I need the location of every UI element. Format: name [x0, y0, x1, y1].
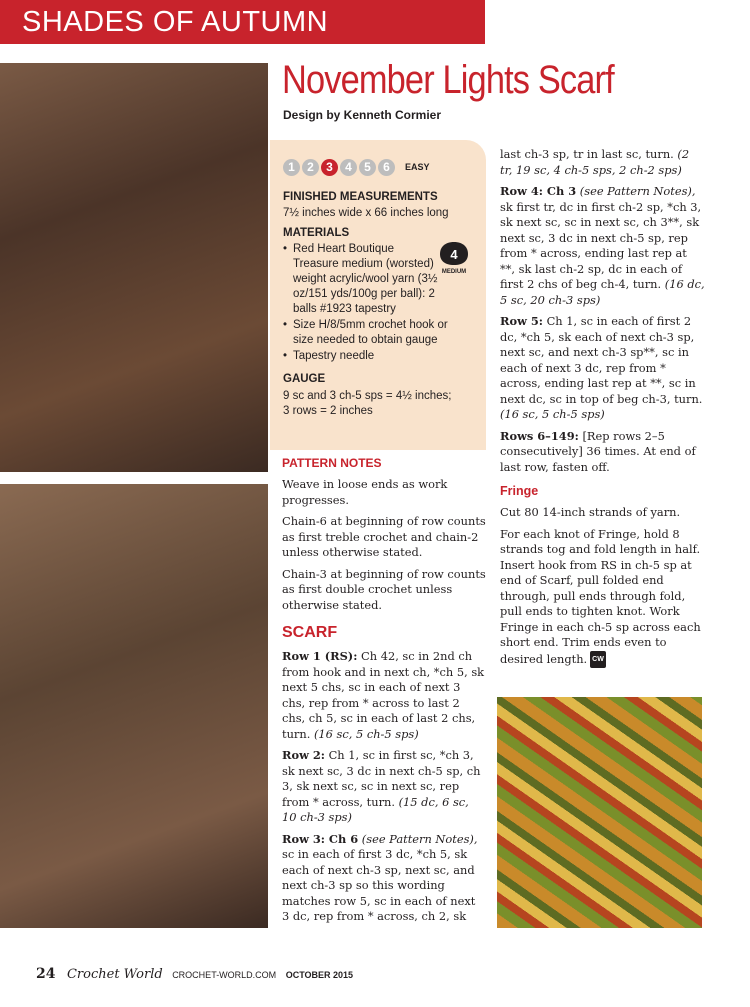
skill-level-4: 4 [340, 159, 357, 176]
finished-measurements-text: 7½ inches wide x 66 inches long [283, 207, 449, 219]
fringe-paragraph: For each knot of Fringe, hold 8 strands tog and fold length in half. Insert hook from RS in ch-5 sp at end of Scarf, pull folded end through, pull ends through fold, pull ends to tighten knot. Work Fringe in each ch-5 sp across each short end. Trim ends even to desired length. CW [500, 527, 705, 669]
left-text-column [282, 456, 486, 925]
pattern-title: November Lights Scarf [282, 58, 614, 102]
section-title: SHADES OF AUTUMN [22, 6, 329, 38]
page-footer [36, 966, 353, 982]
scarf-model-photo-bottom [0, 484, 268, 928]
gauge-line-1: 9 sc and 3 ch-5 sps = 4½ inches; [283, 390, 452, 402]
magazine-name: Crochet World [66, 967, 163, 982]
magazine-url: CROCHET-WORLD.COM [172, 970, 277, 980]
finished-measurements-heading: FINISHED MEASUREMENTS [283, 191, 438, 203]
end-mark-icon: CW [590, 651, 606, 669]
right-text-column [500, 147, 705, 668]
instruction-row-1: Row 1 (RS): Ch 42, sc in 2nd ch from hook and in next ch, *ch 5, sk next 5 chs, sc in each of next 3 chs, rep from * across to last 2 chs, ch 5, sc in each of last 2 chs, turn. (16 sc, 5 ch-5 sps) [282, 649, 485, 741]
gauge-heading: GAUGE [283, 373, 326, 385]
yarn-weight-number: 4 [450, 247, 458, 262]
yarn-weight-icon [439, 241, 469, 275]
materials-item: • Tapestry needle [283, 349, 468, 364]
pattern-note: Weave in loose ends as work progresses. [282, 477, 448, 507]
fringe-heading: Fringe [500, 484, 539, 498]
page-number: 24 [36, 966, 56, 982]
skill-level-5: 5 [359, 159, 376, 176]
pattern-note: Chain-3 at beginning of row counts as first double crochet unless otherwise stated. [282, 566, 486, 612]
skill-level-2: 2 [302, 159, 319, 176]
materials-heading: MATERIALS [283, 227, 350, 239]
pattern-notes-heading: PATTERN NOTES [282, 456, 382, 470]
instruction-row-5: Row 5: Ch 1, sc in each of first 2 dc, *ch 5, sk each of next ch-3 sp, next sc, and next ch-3 sp**, sc in each of next 3 dc, rep from * across, ending last rep at **, sc in next dc, sc in top of beg ch-3, turn. (16 sc, 5 ch-5 sps) [500, 314, 703, 421]
scarf-heading: SCARF [282, 624, 338, 641]
issue-date: OCTOBER 2015 [285, 970, 354, 980]
instruction-row-3-end: last ch-3 sp, tr in last sc, turn. (2 tr, 19 sc, 4 ch-5 sps, 2 ch-2 sps) [500, 147, 690, 177]
yarn-weight-label: MEDIUM [441, 269, 467, 275]
instruction-row-3-start: Row 3: Ch 6 (see Pattern Notes), sc in each of first 3 dc, *ch 5, sk each of next ch-3 sp, next sc, and next ch-3 sp so this wording matches row 5, sc in each of next 3 dc, rep from * across, ch 2, sk [282, 831, 478, 923]
skill-level-3: 3 [321, 159, 338, 176]
designer-byline: Design by Kenneth Cormier [283, 108, 442, 122]
gauge-line-2: 3 rows = 2 inches [283, 405, 373, 417]
scarf-model-photo-top [0, 63, 268, 472]
skill-level-1: 1 [283, 159, 300, 176]
skill-level-6: 6 [378, 159, 395, 176]
instruction-row-2: Row 2: Ch 1, sc in first sc, *ch 3, sk next sc, 3 dc in next ch-5 sp, ch 3, sk next sc, sc in next sc, rep from * across, turn. (15 dc, 6 sc, 10 ch-3 sps) [282, 748, 481, 824]
stitch-swatch-photo [497, 697, 702, 928]
pattern-note: Chain-6 at beginning of row counts as first treble crochet and chain-2 unless otherwise stated. [282, 514, 486, 559]
instruction-row-4: Row 4: Ch 3 (see Pattern Notes), sk first tr, dc in first ch-2 sp, *ch 3, sk next sc, sc in next sc, ch 3**, sk next sc, 3 dc in next ch-5 sp, rep from * across, ending last rep at **, sk last ch-2 sp, dc in each of first 2 chs of beg ch-4, turn. (16 dc, 5 sc, 20 ch-3 sps) [500, 184, 705, 307]
instruction-rows-6-149: Rows 6–149: [Rep rows 2–5 consecutively] 36 times. At end of last row, fasten off. [500, 428, 696, 474]
materials-item: • Red Heart Boutique Treasure medium (worsted) weight acrylic/wool yarn (3½ oz/151 yds/100g per ball): 2 balls #1923 tapestry [283, 242, 468, 317]
fringe-paragraph: Cut 80 14-inch strands of yarn. [500, 505, 681, 519]
skill-level-indicator [283, 157, 430, 177]
skill-level-label: EASY [405, 162, 430, 172]
materials-item: • Size H/8/5mm crochet hook or size needed to obtain gauge [283, 318, 468, 348]
